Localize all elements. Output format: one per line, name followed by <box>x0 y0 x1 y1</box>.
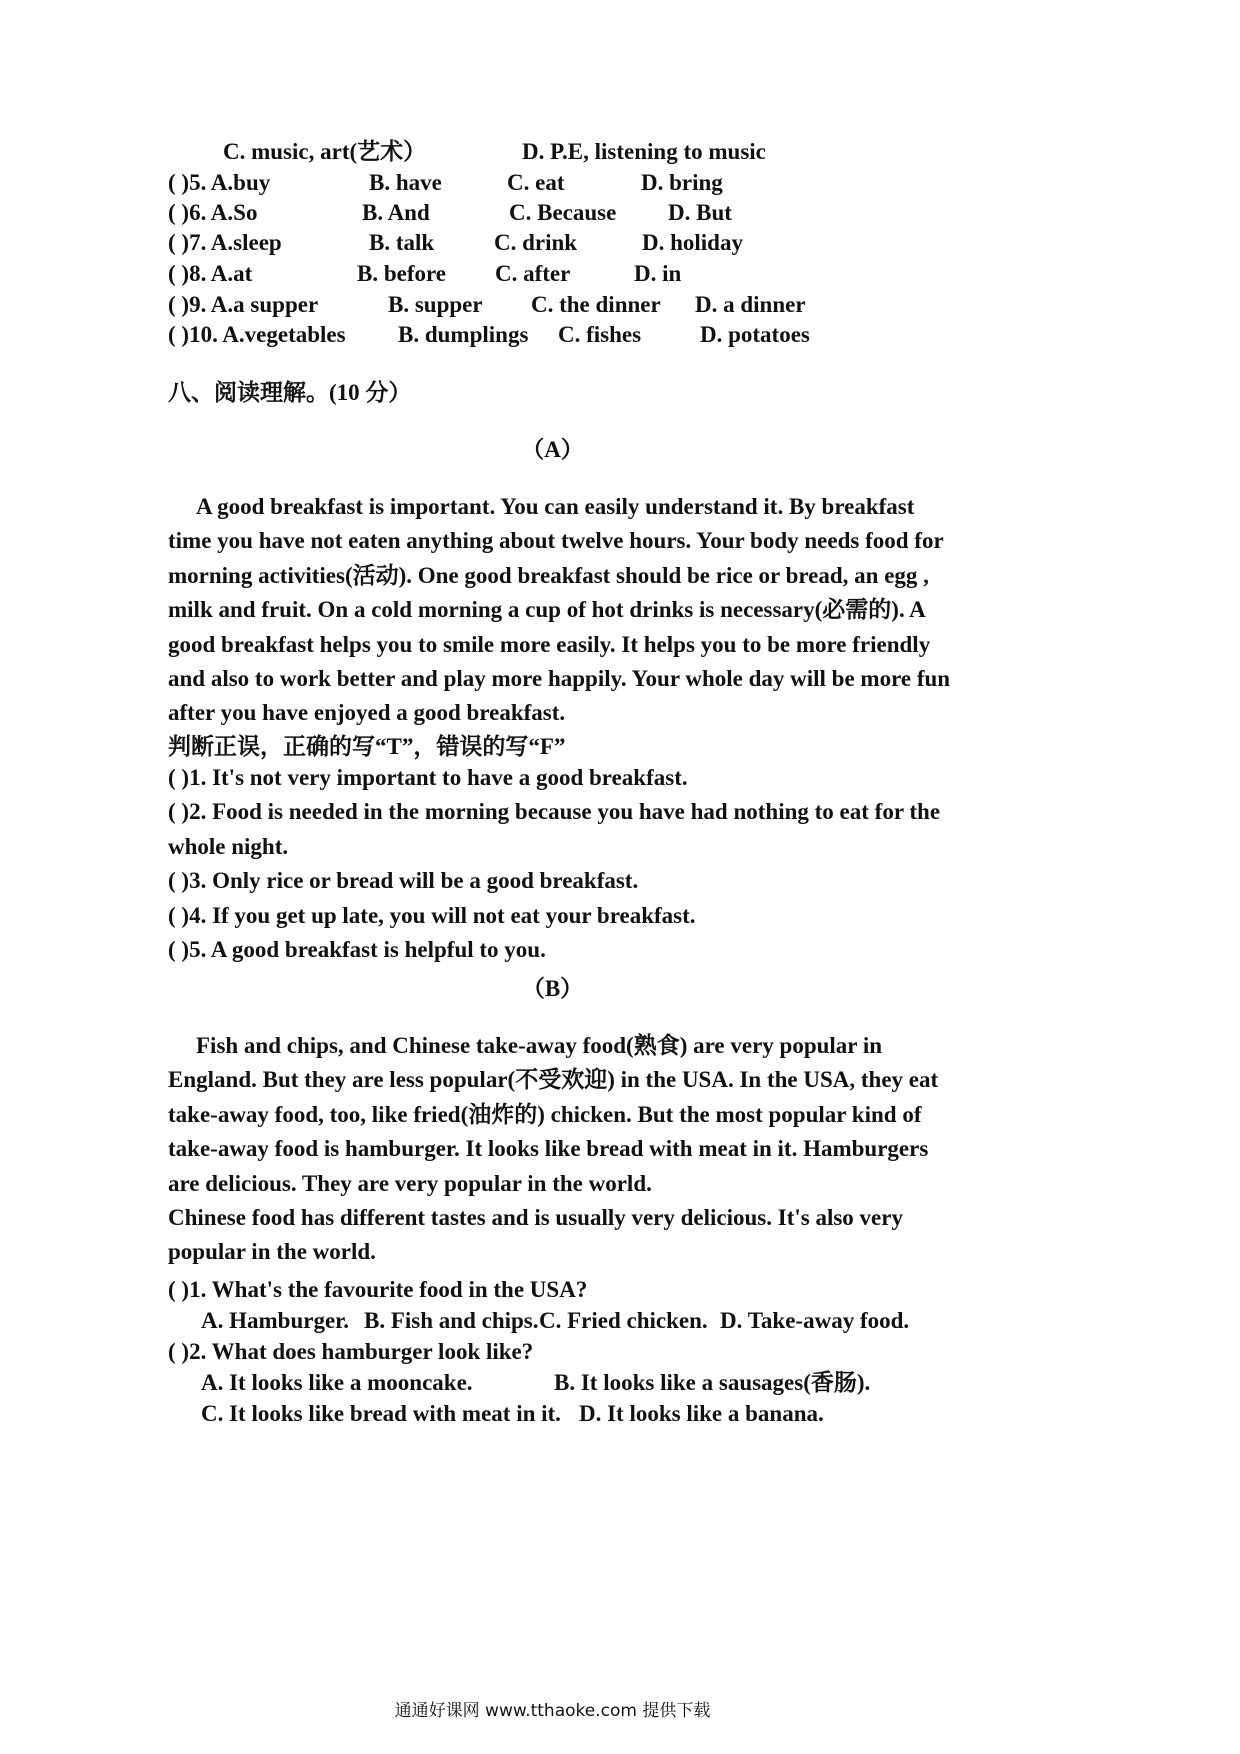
q10-option-c: C. fishes <box>558 322 642 347</box>
passage-b-line: are delicious. They are very popular in the world. <box>168 1170 652 1196</box>
q8-stem: ( )8. A.at <box>168 261 253 286</box>
q6-option-c: C. Because <box>509 200 617 225</box>
q4-option-d: D. P.E, listening to music <box>522 139 766 164</box>
section-heading: 八、阅读理解。(10 分） <box>168 380 412 405</box>
b-q2-option-b: B. It looks like a sausages(香肠). <box>554 1370 871 1395</box>
b-q2-option-d: D. It looks like a banana. <box>579 1401 824 1426</box>
passage-b-label: （B） <box>521 976 584 1001</box>
b-q1-option-a: A. Hamburger. <box>201 1308 350 1333</box>
passage-a-line: milk and fruit. On a cold morning a cup of hot drinks is necessary(必需的). A <box>168 597 926 623</box>
q5-stem: ( )5. A.buy <box>168 170 271 195</box>
q7-option-d: D. holiday <box>642 230 743 255</box>
q8-option-c: C. after <box>495 261 571 286</box>
q6-option-d: D. But <box>668 200 732 225</box>
tf-question: ( )3. Only rice or bread will be a good breakfast. <box>168 868 639 894</box>
q6-stem: ( )6. A.So <box>168 200 258 225</box>
b-q2-stem: ( )2. What does hamburger look like? <box>168 1339 534 1364</box>
passage-a-label: （A） <box>521 437 584 462</box>
q8-option-b: B. before <box>357 261 447 286</box>
passage-a-line: A good breakfast is important. You can easily understand it. By breakfast <box>196 494 915 519</box>
q7-option-b: B. talk <box>369 230 435 255</box>
tf-question: ( )5. A good breakfast is helpful to you. <box>168 937 546 963</box>
passage-a-line: morning activities(活动). One good breakfast should be rice or bread, an egg , <box>168 562 929 588</box>
passage-a-questions <box>168 761 940 967</box>
passage-b-line: Fish and chips, and Chinese take-away food(熟食) are very popular in <box>196 1033 883 1058</box>
passage-a-line: and also to work better and play more happily. Your whole day will be more fun <box>168 666 951 692</box>
passage-a-line: after you have enjoyed a good breakfast. <box>168 700 566 726</box>
b-q2-option-c: C. It looks like bread with meat in it. <box>201 1401 561 1426</box>
q5-option-b: B. have <box>369 170 442 195</box>
passage-a-line: good breakfast helps you to smile more easily. It helps you to be more friendly <box>168 631 931 657</box>
q9-option-d: D. a dinner <box>695 292 806 317</box>
footer-watermark: 通通好课网 www.tthaoke.com 提供下载 <box>394 1701 711 1721</box>
b-q2-option-a: A. It looks like a mooncake. <box>201 1370 473 1395</box>
tf-question: whole night. <box>168 833 289 859</box>
b-q1-option-b: B. Fish and chips. <box>364 1308 539 1333</box>
tf-question: ( )1. It's not very important to have a good breakfast. <box>168 765 688 790</box>
passage-b-line: take-away food, too, like fried(油炸的) chicken. But the most popular kind of <box>168 1101 922 1127</box>
q7-option-c: C. drink <box>494 230 578 255</box>
tf-question: ( )4. If you get up late, you will not eat your breakfast. <box>168 902 696 928</box>
q5-option-d: D. bring <box>641 170 723 195</box>
q9-option-b: B. supper <box>388 292 483 317</box>
q8-option-d: D. in <box>634 261 682 286</box>
q9-option-c: C. the dinner <box>531 292 661 317</box>
q7-stem: ( )7. A.sleep <box>168 230 282 255</box>
q10-option-d: D. potatoes <box>700 322 810 347</box>
q10-stem: ( )10. A.vegetables <box>168 322 346 347</box>
passage-b-line: England. But they are less popular(不受欢迎) in the USA. In the USA, they eat <box>168 1067 939 1093</box>
tf-question: ( )2. Food is needed in the morning because you have had nothing to eat for the <box>168 799 941 825</box>
passage-b-text <box>168 1029 938 1270</box>
q9-stem: ( )9. A.a supper <box>168 292 319 317</box>
passage-a-text <box>168 490 950 731</box>
passage-b-line: take-away food is hamburger. It looks like bread with meat in it. Hamburgers <box>168 1136 929 1162</box>
passage-b-line: Chinese food has different tastes and is usually very delicious. It's also very <box>168 1205 903 1231</box>
b-q1-option-c: C. Fried chicken. <box>539 1308 708 1333</box>
q5-option-c: C. eat <box>507 170 565 195</box>
passage-b-line: popular in the world. <box>168 1239 376 1265</box>
true-false-instruction: 判断正误，正确的写“T”，错误的写“F” <box>168 734 566 759</box>
passage-a-line: time you have not eaten anything about twelve hours. Your body needs food for <box>168 528 944 554</box>
b-q1-option-d: D. Take-away food. <box>720 1308 910 1333</box>
b-q1-stem: ( )1. What's the favourite food in the USA? <box>168 1277 588 1302</box>
q10-option-b: B. dumplings <box>398 322 529 347</box>
q4-option-c: C. music, art(艺术） <box>223 139 427 164</box>
q6-option-b: B. And <box>362 200 430 225</box>
